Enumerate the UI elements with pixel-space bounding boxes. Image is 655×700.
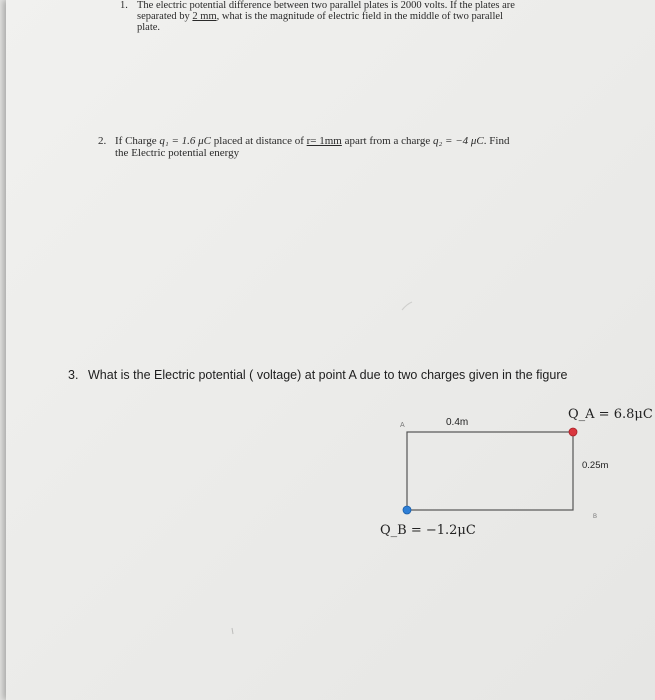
question-2-number: 2. (98, 135, 107, 147)
charge-diagram (366, 395, 655, 555)
question-3-number: 3. (68, 368, 79, 382)
question-3-text: What is the Electric potential ( voltage) at point A due to two charges given in the figure (88, 368, 568, 382)
distance-r: r= 1mm (306, 135, 342, 147)
charge-a-dot (569, 428, 577, 436)
charge-b-label: Q_B = −1.2μC (380, 523, 476, 538)
question-3 (68, 368, 567, 382)
point-b-label: B (593, 514, 598, 520)
charge-b-dot (403, 506, 411, 514)
question-2 (98, 135, 588, 159)
pen-mark (6, 0, 655, 700)
worksheet-page (6, 0, 655, 700)
charge-a-label: Q_A = 6.8μC (568, 407, 653, 422)
question-1-text: The electric potential difference between two parallel plates is 2000 volts. If the plates are separated by 2 mm, what is the magnitude of electric field in the middle of two parallel plate. (137, 0, 515, 33)
question-1-number: 1. (120, 0, 128, 11)
question-2-text: If Charge q₁ = 1.6 μC placed at distance of r= 1mm apart from a charge q₂ = −4 μC. Find the Electric potential energy (115, 135, 510, 159)
point-a-label: A (400, 422, 405, 429)
top-length-label: 0.4m (446, 417, 469, 428)
charge-q2: q₂ = −4 μC (432, 135, 484, 147)
plate-separation: 2 mm (192, 11, 217, 22)
side-length-label: 0.25m (582, 460, 609, 471)
question-1 (120, 0, 560, 33)
charge-q1: q₁ = 1.6 μC (159, 135, 212, 147)
